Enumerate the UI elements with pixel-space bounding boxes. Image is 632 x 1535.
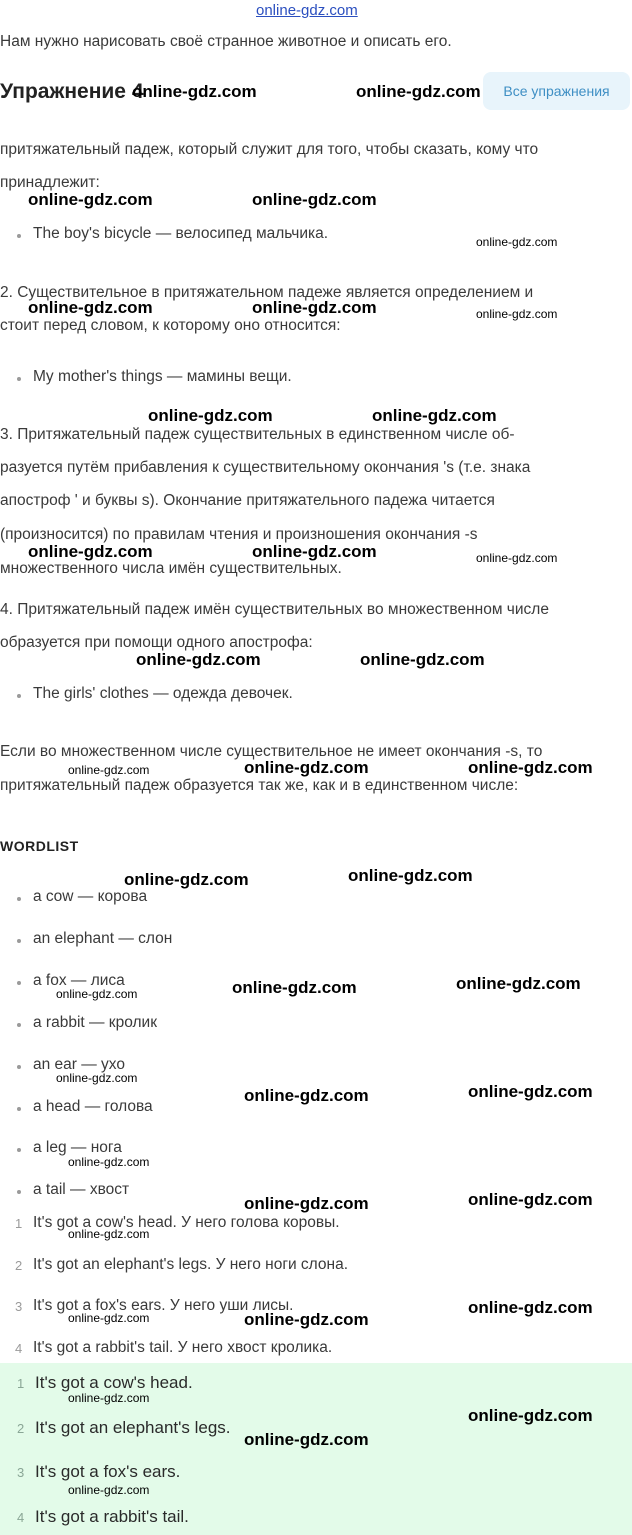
example-item: The boy's bicycle — велосипед мальчика. [33, 225, 329, 242]
watermark-text: online-gdz.com [244, 758, 369, 777]
watermark-text: online-gdz.com [56, 987, 138, 1001]
theory-line: принадлежит: [0, 174, 100, 191]
watermark-text: online-gdz.com [232, 978, 357, 997]
bullet-dot [17, 897, 21, 901]
bullet-dot [17, 1107, 21, 1111]
watermark-text: online-gdz.com [252, 542, 377, 561]
watermark-text: online-gdz.com [456, 974, 581, 993]
watermark-text: online-gdz.com [468, 1082, 593, 1101]
translation-number: 4 [15, 1341, 23, 1356]
watermark-text: online-gdz.com [28, 542, 153, 561]
translation-number: 3 [15, 1299, 23, 1314]
theory-line: Если во множественном числе существительное не имеет окончания -s, то [0, 743, 543, 760]
watermark-text: online-gdz.com [68, 1311, 150, 1325]
answer-item: It's got an elephant's legs. [35, 1418, 231, 1437]
bullet-dot [17, 1065, 21, 1069]
answer-item: It's got a fox's ears. [35, 1462, 181, 1481]
wordlist-item: a rabbit — кролик [33, 1014, 157, 1031]
example-item: My mother's things — мамины вещи. [33, 368, 292, 385]
watermark-text: online-gdz.com [56, 1071, 138, 1085]
answer-item: It's got a cow's head. [35, 1373, 193, 1392]
watermark-text: online-gdz.com [252, 190, 377, 209]
watermark-text: online-gdz.com [28, 190, 153, 209]
watermark-text: online-gdz.com [468, 1190, 593, 1209]
watermark-text: online-gdz.com [244, 1310, 369, 1329]
wordlist-item: a head — голова [33, 1098, 153, 1115]
watermark-text: online-gdz.com [348, 866, 473, 885]
watermark-text: online-gdz.com [68, 1155, 150, 1169]
all-exercises-button[interactable]: Все упражнения [483, 72, 630, 110]
watermark-text: online-gdz.com [468, 1298, 593, 1317]
wordlist-item: a cow — корова [33, 888, 148, 905]
watermark-text: online-gdz.com [68, 1227, 150, 1241]
theory-line: образуется при помощи одного апострофа: [0, 634, 313, 651]
watermark-text: online-gdz.com [476, 551, 558, 565]
watermark-text: online-gdz.com [468, 758, 593, 777]
bullet-dot [17, 234, 21, 238]
theory-line: притяжательный падеж образуется так же, как и в единственном числе: [0, 777, 519, 794]
example-item: The girls' clothes — одежда девочек. [33, 685, 293, 702]
answer-item: It's got a rabbit's tail. [35, 1507, 189, 1526]
theory-line: 4. Притяжательный падеж имён существительных во множественном числе [0, 601, 549, 618]
bullet-dot [17, 694, 21, 698]
translation-number: 2 [15, 1258, 23, 1273]
answer-number: 2 [17, 1421, 25, 1436]
watermark-text: online-gdz.com [148, 406, 273, 425]
wordlist-item: a tail — хвост [33, 1181, 130, 1198]
wordlist-item: a fox — лиса [33, 972, 125, 989]
answer-number: 3 [17, 1465, 25, 1480]
bullet-dot [17, 1023, 21, 1027]
wordlist-item: an ear — ухо [33, 1056, 126, 1073]
wordlist-item: a leg — нога [33, 1139, 122, 1156]
translation-item: It's got a cow's head. У него голова коровы. [33, 1214, 340, 1231]
watermark-text: online-gdz.com [244, 1194, 369, 1213]
translation-item: It's got a fox's ears. У него уши лисы. [33, 1297, 294, 1314]
watermark-text: online-gdz.com [124, 870, 249, 889]
watermark-text: online-gdz.com [476, 307, 558, 321]
bullet-dot [17, 377, 21, 381]
theory-line: притяжательный падеж, который служит для того, чтобы сказать, кому что [0, 141, 539, 158]
theory-line: 2. Существительное в притяжательном падеже является определением и [0, 284, 534, 301]
watermark-text: online-gdz.com [244, 1430, 369, 1449]
watermark-text: online-gdz.com [372, 406, 497, 425]
bullet-dot [17, 1190, 21, 1194]
watermark-text: online-gdz.com [136, 650, 261, 669]
theory-line: апостроф ' и буквы s). Окончание притяжательного падежа читается [0, 492, 495, 509]
bullet-dot [17, 981, 21, 985]
answer-number: 1 [17, 1376, 25, 1391]
watermark-text: online-gdz.com [252, 298, 377, 317]
watermark-text: online-gdz.com [28, 298, 153, 317]
bullet-dot [17, 1148, 21, 1152]
theory-line: 3. Притяжательный падеж существительных в единственном числе об- [0, 426, 515, 443]
watermark-text: online-gdz.com [476, 235, 558, 249]
translation-number: 1 [15, 1216, 23, 1231]
theory-line: разуется путём прибавления к существительному окончания 's (т.е. знака [0, 459, 531, 476]
wordlist-item: an elephant — слон [33, 930, 173, 947]
watermark-link[interactable]: online-gdz.com [256, 2, 358, 19]
theory-line: множественного числа имён существительных. [0, 560, 342, 577]
theory-line: (произносится) по правилам чтения и произношения окончания -s [0, 526, 478, 543]
watermark-text: online-gdz.com [360, 650, 485, 669]
bullet-dot [17, 939, 21, 943]
watermark-text: online-gdz.com [468, 1406, 593, 1425]
answer-number: 4 [17, 1510, 25, 1525]
theory-line: стоит перед словом, к которому оно относится: [0, 317, 341, 334]
wordlist-heading: WORDLIST [0, 838, 79, 854]
watermark-text: online-gdz.com [244, 1086, 369, 1105]
page-title: Упражнение 4 [0, 80, 144, 103]
intro-text: Нам нужно нарисовать своё странное животное и описать его. [0, 33, 452, 50]
watermark-text: online-gdz.com [68, 1391, 150, 1405]
translation-item: It's got a rabbit's tail. У него хвост кролика. [33, 1339, 333, 1356]
watermark-text: online-gdz.com [356, 82, 481, 101]
watermark-text: online-gdz.com [132, 82, 257, 101]
watermark-text: online-gdz.com [68, 1483, 150, 1497]
watermark-text: online-gdz.com [68, 763, 150, 777]
translation-item: It's got an elephant's legs. У него ноги слона. [33, 1256, 349, 1273]
